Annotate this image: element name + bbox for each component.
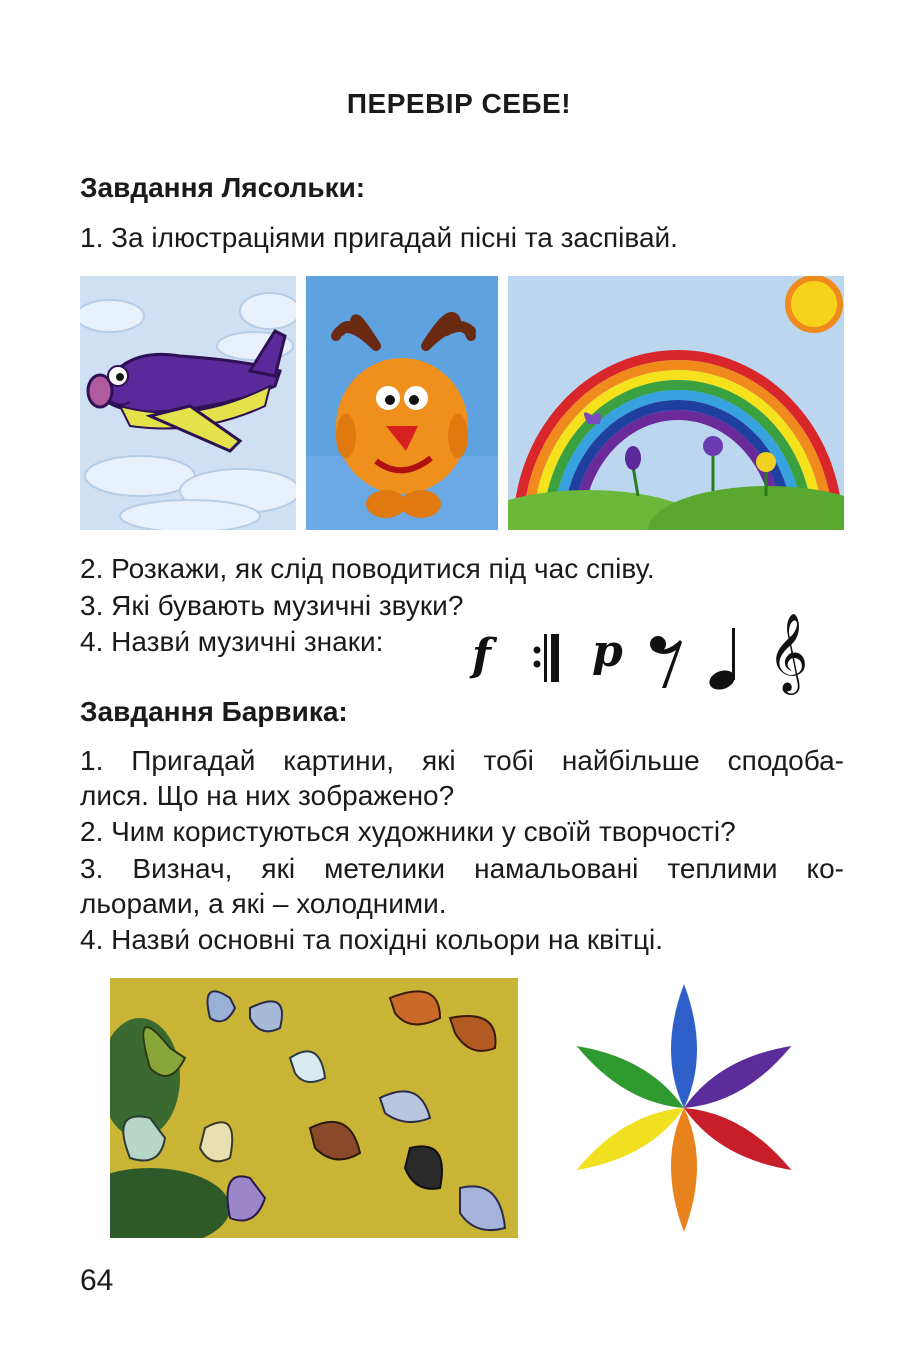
treble-clef-icon: 𝄞 bbox=[768, 613, 809, 692]
half-note-icon bbox=[708, 624, 748, 694]
task-2-2: 2. Чим користуються художники у своїй творчості? bbox=[80, 816, 736, 847]
task-1-2: 2. Розкажи, як слід поводитися під час співу. bbox=[80, 553, 655, 584]
task-2-1-line-1: 1. Пригадай картини, які тобі найбільше сподоба- bbox=[80, 745, 844, 776]
section-heading-barvyk: Завдання Барвика: bbox=[80, 696, 348, 727]
page-title: ПЕРЕВІР СЕБЕ! bbox=[346, 88, 572, 119]
task-2-3-line-2: льорами, а які – холодними. bbox=[80, 888, 447, 919]
color-wheel-flower bbox=[556, 978, 812, 1238]
repeat-sign-icon bbox=[532, 630, 562, 686]
airplane-illustration bbox=[80, 276, 296, 530]
page-number: 64 bbox=[80, 1264, 114, 1297]
moose-toy-illustration bbox=[306, 276, 498, 530]
rainbow-illustration bbox=[508, 276, 844, 530]
task-1-3: 3. Які бувають музичні звуки? bbox=[80, 590, 464, 621]
task-2-1-line-2: лися. Що на них зображено? bbox=[80, 780, 455, 811]
task-2-3-line-1: 3. Визнач, які метелики намальовані теплими ко- bbox=[80, 853, 844, 884]
task-1-4: 4. Назви́ музичні знаки: bbox=[80, 626, 384, 657]
section-heading-lyasolka: Завдання Лясольки: bbox=[80, 172, 366, 203]
task-2-4: 4. Назви́ основні та похідні кольори на квітці. bbox=[80, 924, 664, 955]
piano-sign-icon: p bbox=[592, 626, 623, 677]
butterflies-painting bbox=[110, 978, 518, 1238]
forte-sign-icon: f bbox=[472, 630, 491, 681]
eighth-rest-icon bbox=[648, 630, 688, 690]
task-1-1: 1. За ілюстраціями пригадай пісні та заспівай. bbox=[80, 222, 678, 253]
